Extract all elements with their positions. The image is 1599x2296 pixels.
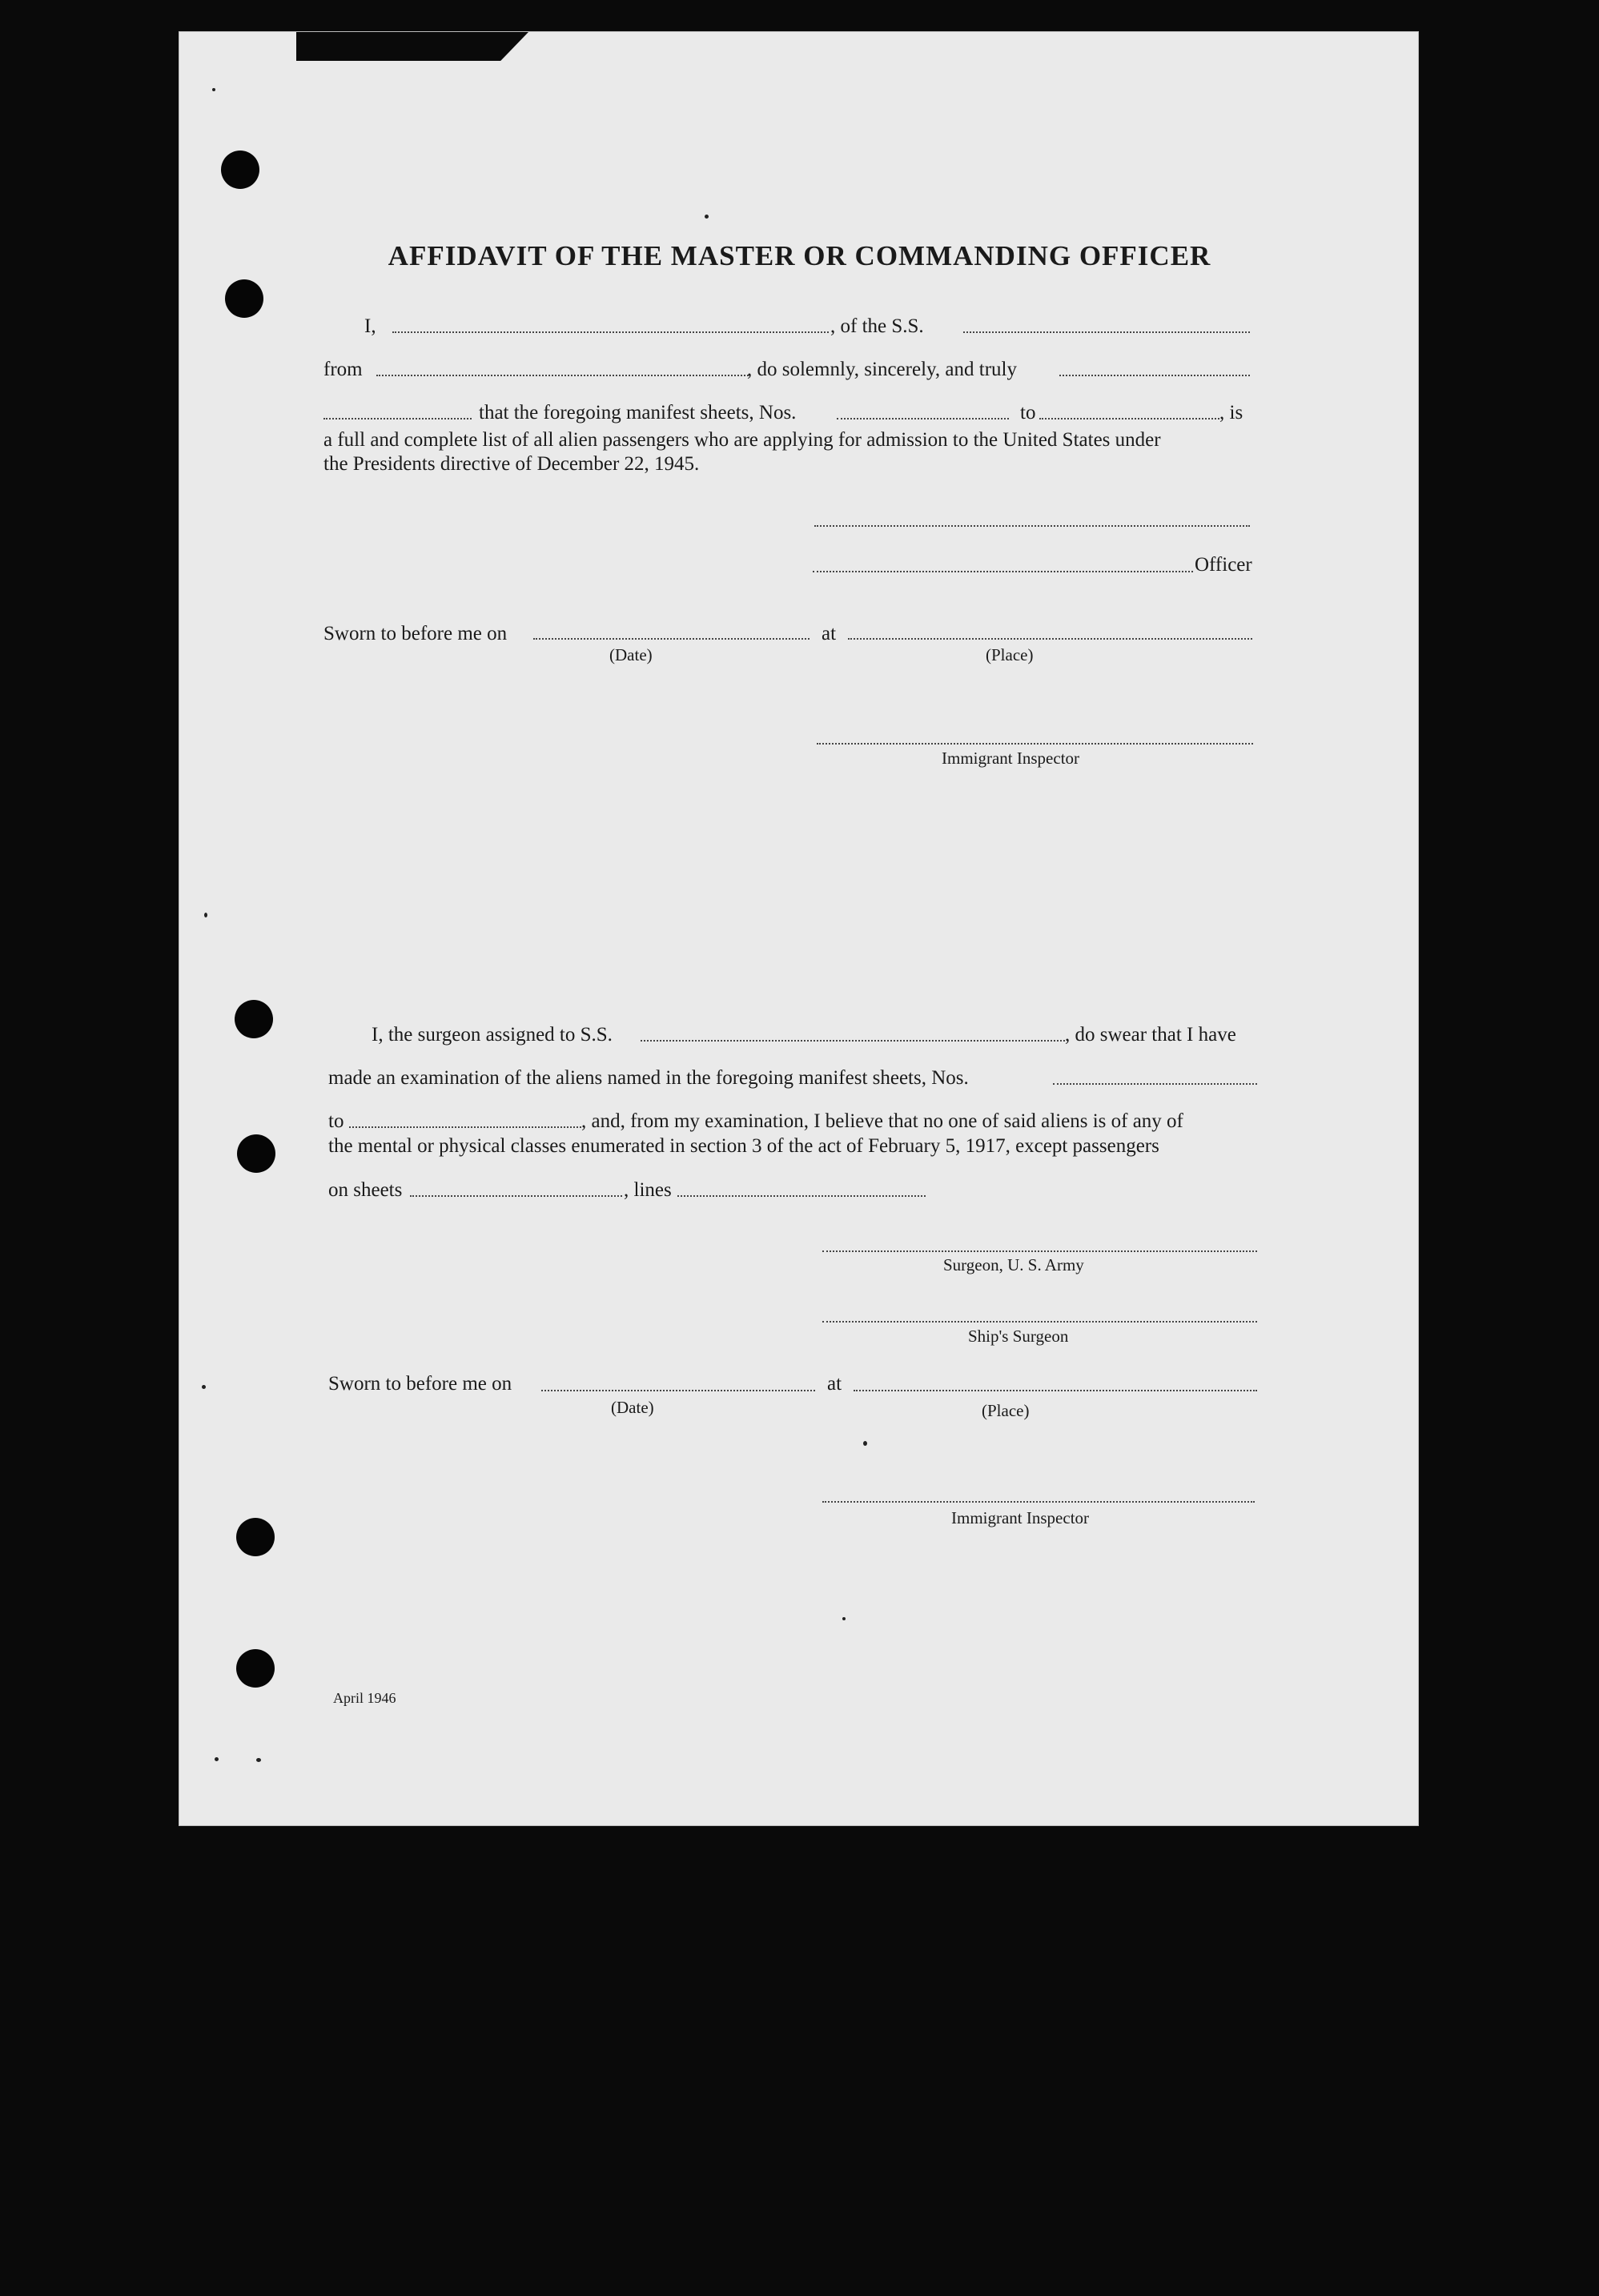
punch-hole [237,1134,275,1173]
document-title: AFFIDAVIT OF THE MASTER OR COMMANDING OFFICER [388,240,1211,271]
solemnly-text: , do solemnly, sincerely, and truly [747,359,1017,380]
surgeon-sworn-date-field[interactable] [541,1390,815,1391]
punch-hole [225,279,263,318]
sheet-from-field[interactable] [837,418,1009,419]
to-label: to [1020,402,1036,423]
inspector-signature-line[interactable] [822,1501,1255,1503]
ship-name-field[interactable] [963,331,1250,333]
at-label: at [822,623,837,644]
punch-hole [236,1649,275,1688]
army-surgeon-signature-line[interactable] [822,1250,1257,1252]
body-line: a full and complete list of all alien passengers who are applying for admission to the United States under [323,429,1161,451]
oath-field-cont[interactable] [323,418,472,419]
oath-field[interactable] [1059,375,1250,376]
at-label: at [827,1373,842,1395]
surgeon-sheet-to-field[interactable] [349,1126,581,1128]
surgeon-intro: I, the surgeon assigned to S.S. [372,1024,613,1046]
place-caption: (Place) [986,645,1034,664]
sworn-text: Sworn to before me on [328,1373,512,1395]
footer-date: April 1946 [333,1690,396,1706]
to-label: to [328,1110,344,1132]
and-from-text: , and, from my examination, I believe that no one of said aliens is of any of [581,1110,1183,1132]
place-caption: (Place) [982,1401,1030,1420]
name-field[interactable] [392,331,829,333]
sworn-text: Sworn to before me on [323,623,508,644]
sworn-place-field[interactable] [848,638,1252,640]
document-page [179,32,1418,1825]
sworn-date-field[interactable] [533,638,810,640]
officer-label: Officer [1195,554,1252,576]
from-label: from [323,359,363,380]
made-text: made an examination of the aliens named in the foregoing manifest sheets, Nos. [328,1067,969,1089]
punch-hole [236,1518,275,1556]
swear-text: , do swear that I have [1065,1024,1236,1046]
punch-hole [235,1000,273,1038]
on-sheets-field[interactable] [410,1195,622,1197]
lines-label: , lines [624,1179,672,1201]
lines-field[interactable] [677,1195,926,1197]
date-caption: (Date) [609,645,653,664]
i-label: I, [364,315,376,337]
port-field[interactable] [376,375,749,376]
army-surgeon-caption: Surgeon, U. S. Army [943,1255,1084,1274]
officer-name-field[interactable] [813,571,1193,572]
ships-surgeon-signature-line[interactable] [822,1321,1257,1323]
inspector-caption: Immigrant Inspector [951,1508,1090,1527]
inspector-signature-line[interactable] [817,743,1253,745]
punch-hole [221,151,259,189]
surgeon-sheet-from-field[interactable] [1053,1083,1257,1085]
sheet-to-field[interactable] [1039,418,1219,419]
surgeon-sworn-place-field[interactable] [854,1390,1257,1391]
on-sheets-label: on sheets [328,1179,403,1201]
is-text: , is [1219,402,1243,423]
torn-corner [296,32,528,61]
surgeon-ship-field[interactable] [641,1040,1065,1042]
foregoing-text: that the foregoing manifest sheets, Nos. [479,402,797,423]
inspector-caption: Immigrant Inspector [942,749,1080,768]
mental-text: the mental or physical classes enumerated in section 3 of the act of February 5, 1917, except passengers [328,1135,1159,1157]
body-line: the Presidents directive of December 22, 1945. [323,453,700,475]
of-ss-label: , of the S.S. [830,315,924,337]
officer-signature-line[interactable] [814,525,1250,527]
date-caption: (Date) [611,1398,654,1417]
ships-surgeon-caption: Ship's Surgeon [968,1327,1069,1346]
